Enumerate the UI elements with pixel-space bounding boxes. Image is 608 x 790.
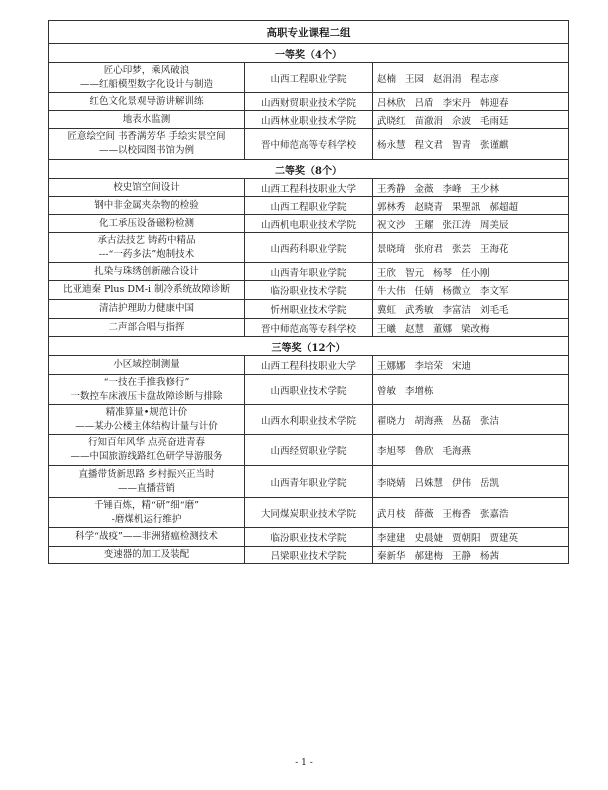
team-member-name: 董娜 xyxy=(433,323,453,335)
team-member-name: 杨永慧 xyxy=(377,140,406,151)
project-name-line: ——直播营销 xyxy=(117,482,175,494)
school-cell: 山西林业职业技术学院 xyxy=(245,111,373,129)
project-name-cell xyxy=(49,300,245,319)
team-member-name: 武晓红 xyxy=(377,115,406,127)
team-member-name: 吕姝慧 xyxy=(414,477,444,489)
team-member-name: 王耀 xyxy=(414,219,434,231)
project-name-line: 扎染与珠绣创新融合设计 xyxy=(94,265,199,277)
team-member-name: 周美辰 xyxy=(480,219,509,231)
school-cell: 山西工程职业学院 xyxy=(245,197,373,215)
project-name-line: 一数控车床液压卡盘故障诊断与排除 xyxy=(70,390,223,402)
table-row xyxy=(49,233,569,263)
school-cell: 忻州职业技术学院 xyxy=(245,300,373,319)
page-number: - 1 - xyxy=(295,758,313,768)
table-title-row xyxy=(49,21,569,44)
project-name-cell xyxy=(49,233,245,263)
team-member-name: 王欣 xyxy=(377,267,397,279)
project-name-cell xyxy=(49,281,245,300)
team-member-name: 吕盾 xyxy=(414,97,434,109)
team-member-name: 赵晓青 xyxy=(414,201,444,213)
team-members-cell xyxy=(373,435,569,466)
team-member-name: 张谨麒 xyxy=(480,140,509,151)
school-cell: 山西经贸职业学院 xyxy=(245,435,373,466)
team-member-name: 王海花 xyxy=(480,243,509,255)
team-member-name: 赵涓涓 xyxy=(433,73,462,85)
awards-table xyxy=(48,20,569,564)
project-name-line: 清洁护理助力健康中国 xyxy=(98,303,194,314)
project-name-line: 比亚迪秦 Plus DM-i 制冷系统故障诊断 xyxy=(62,284,231,295)
project-name-line: 科学“战疫”——非洲猪瘟检测技术 xyxy=(75,531,218,542)
project-name-line: ——以校园图书馆为例 xyxy=(98,145,194,156)
team-member-name: 王少林 xyxy=(470,183,500,195)
team-member-name: 史晨婕 xyxy=(414,533,444,544)
table-row xyxy=(49,215,569,233)
project-name-line: ——某办公楼主体结构计量与计价 xyxy=(75,420,218,432)
team-members-cell xyxy=(373,356,569,375)
table-row xyxy=(49,263,569,281)
project-name-line: 化工承压设备磁粉检测 xyxy=(98,217,194,229)
team-member-name: 吕林欣 xyxy=(377,97,406,109)
team-members-cell xyxy=(373,93,569,111)
school-cell: 山西工程职业学院 xyxy=(245,63,373,93)
project-name-line: 小区域控制测量 xyxy=(113,359,180,370)
project-name-line: 直播带货新思路 乡村振兴正当时 xyxy=(78,468,215,480)
project-name-line: 千锤百炼，精“研”细“磨” xyxy=(94,499,199,511)
section-heading: 二等奖（8个） xyxy=(49,160,569,179)
school-cell: 山西机电职业技术学院 xyxy=(245,215,373,233)
table-row xyxy=(49,435,569,466)
school-cell: 晋中师范高等专科学校 xyxy=(245,319,373,337)
table-row xyxy=(49,129,569,160)
team-member-name: 祝文沙 xyxy=(377,219,406,231)
team-member-name: 刘毛毛 xyxy=(480,305,509,316)
project-name-cell xyxy=(49,93,245,111)
team-member-name: 鲁欣 xyxy=(414,446,434,457)
project-name-line: 变速器的加工及装配 xyxy=(103,549,190,560)
team-member-name: 胡海燕 xyxy=(414,415,444,427)
school-cell: 山西青年职业学院 xyxy=(245,466,373,498)
school-cell: 山西工程科技职业大学 xyxy=(245,179,373,197)
section-heading: 三等奖（12个） xyxy=(49,337,569,356)
team-member-name: 任婧 xyxy=(414,286,434,297)
school-cell: 山西水利职业技术学院 xyxy=(245,405,373,435)
table-row xyxy=(49,547,569,564)
table-row xyxy=(49,111,569,129)
project-name-line: 校史馆空间设计 xyxy=(113,181,180,193)
team-member-name: 张嘉浩 xyxy=(480,508,509,520)
team-members-cell xyxy=(373,179,569,197)
team-member-name: 任小刚 xyxy=(461,267,490,279)
team-member-name: 王梅香 xyxy=(442,508,472,520)
team-member-name: 张芸 xyxy=(452,243,472,255)
team-member-name: 李富洁 xyxy=(442,305,472,316)
school-cell: 晋中师范高等专科学校 xyxy=(245,129,373,160)
project-name-cell xyxy=(49,498,245,528)
team-member-name: 郭林秀 xyxy=(377,201,406,213)
school-cell: 大同煤炭职业技术学院 xyxy=(245,498,373,528)
project-name-cell xyxy=(49,356,245,375)
project-name-line: 精准算量•规范计价 xyxy=(105,406,188,418)
team-member-name: 张江涛 xyxy=(442,219,472,231)
project-name-cell xyxy=(49,111,245,129)
team-member-name: 李培荣 xyxy=(414,361,444,372)
table-row xyxy=(49,466,569,498)
school-cell: 山西财贸职业技术学院 xyxy=(245,93,373,111)
school-cell: 山西工程科技职业大学 xyxy=(245,356,373,375)
table-row xyxy=(49,356,569,375)
team-members-cell xyxy=(373,498,569,528)
table-row xyxy=(49,300,569,319)
school-cell: 山西青年职业学院 xyxy=(245,263,373,281)
table-row xyxy=(49,179,569,197)
team-member-name: 王秀静 xyxy=(377,183,406,195)
school-cell: 临汾职业技术学院 xyxy=(245,281,373,300)
team-member-name: 张府君 xyxy=(414,243,444,255)
project-name-cell xyxy=(49,466,245,498)
team-member-name: 贾建英 xyxy=(489,533,519,544)
project-name-cell xyxy=(49,63,245,93)
project-name-cell xyxy=(49,375,245,405)
team-member-name: 毛雨廷 xyxy=(480,115,509,127)
table-row xyxy=(49,93,569,111)
school-cell: 山西药科职业学院 xyxy=(245,233,373,263)
project-name-cell xyxy=(49,215,245,233)
table-row xyxy=(49,197,569,215)
table-row xyxy=(49,281,569,300)
section-header-row xyxy=(49,337,569,356)
team-member-name: 杨琴 xyxy=(433,267,453,279)
team-member-name: 丛磊 xyxy=(452,415,472,427)
team-member-name: 智青 xyxy=(452,140,472,151)
team-members-cell xyxy=(373,375,569,405)
team-member-name: 金薇 xyxy=(414,183,434,195)
section-heading: 一等奖（4个） xyxy=(49,44,569,63)
project-name-cell xyxy=(49,319,245,337)
table-row xyxy=(49,319,569,337)
school-cell: 吕梁职业技术学院 xyxy=(245,547,373,564)
team-members-cell xyxy=(373,547,569,564)
team-members-cell xyxy=(373,300,569,319)
project-name-cell xyxy=(49,129,245,160)
school-cell: 临汾职业技术学院 xyxy=(245,528,373,547)
project-name-line: 二声部合唱与指挥 xyxy=(108,321,185,333)
project-name-line: 红色文化景观导游讲解训练 xyxy=(89,95,204,107)
project-name-cell xyxy=(49,435,245,466)
team-member-name: 贾朝阳 xyxy=(452,533,481,544)
project-name-line: ---“一药多法”炮制技术 xyxy=(98,248,195,260)
project-name-line: 地表水监测 xyxy=(122,113,171,125)
team-members-cell xyxy=(373,405,569,435)
project-name-line: 行知百年风华 点亮奋进青春 xyxy=(87,437,206,448)
team-member-name: 李增栋 xyxy=(405,385,434,397)
team-member-name: 李旭琴 xyxy=(377,446,406,457)
table-row xyxy=(49,405,569,435)
team-member-name: 郝建梅 xyxy=(414,551,444,562)
team-members-cell xyxy=(373,263,569,281)
team-member-name: 武月枝 xyxy=(377,508,406,520)
team-member-name: 智元 xyxy=(405,267,425,279)
team-member-name: 王园 xyxy=(405,73,425,85)
team-member-name: 杨微立 xyxy=(442,286,472,297)
school-cell: 山西职业技术学院 xyxy=(245,375,373,405)
team-member-name: 苗澈涓 xyxy=(414,115,444,127)
team-member-name: 果聖訊 xyxy=(452,201,481,213)
team-members-cell xyxy=(373,129,569,160)
team-member-name: 李晓婧 xyxy=(377,477,406,489)
project-name-cell xyxy=(49,197,245,215)
team-member-name: 宋迪 xyxy=(452,361,472,372)
team-members-cell xyxy=(373,319,569,337)
team-members-cell xyxy=(373,111,569,129)
project-name-line: 钢中非金属夹杂物的检验 xyxy=(94,199,199,211)
team-member-name: 曾敏 xyxy=(377,385,397,397)
team-member-name: 梁改梅 xyxy=(461,323,490,335)
team-member-name: 李峰 xyxy=(442,183,462,195)
team-member-name: 程文君 xyxy=(414,140,444,151)
team-member-name: 武秀敏 xyxy=(405,305,434,316)
project-name-cell xyxy=(49,528,245,547)
team-member-name: 韩迎春 xyxy=(480,97,509,109)
team-members-cell xyxy=(373,528,569,547)
project-name-line: 匠意绘空间 书香满芳华 手绘实景空间 xyxy=(67,131,226,142)
project-name-line: “一技在手推我修行” xyxy=(103,376,190,388)
team-member-name: 秦新华 xyxy=(377,551,406,562)
table-row xyxy=(49,63,569,93)
team-member-name: 岳凯 xyxy=(480,477,500,489)
team-member-name: 佘波 xyxy=(452,115,472,127)
team-member-name: 李文军 xyxy=(480,286,509,297)
team-member-name: 赵慧 xyxy=(405,323,425,335)
team-member-name: 毛海燕 xyxy=(442,446,472,457)
project-name-cell xyxy=(49,263,245,281)
section-header-row xyxy=(49,44,569,63)
team-member-name: 冀虹 xyxy=(377,305,397,316)
project-name-cell xyxy=(49,179,245,197)
project-name-cell xyxy=(49,405,245,435)
table-row xyxy=(49,498,569,528)
team-members-cell xyxy=(373,215,569,233)
table-row xyxy=(49,375,569,405)
team-member-name: 王娜娜 xyxy=(377,361,406,372)
team-member-name: 张洁 xyxy=(480,415,500,427)
project-name-line: ——中国旅游线路红色研学导游服务 xyxy=(70,451,223,462)
team-members-cell xyxy=(373,63,569,93)
team-members-cell xyxy=(373,281,569,300)
project-name-line: 匠心印梦，乘风破浪 xyxy=(103,64,190,76)
team-member-name: 程志彦 xyxy=(470,73,500,85)
team-member-name: 牛大伟 xyxy=(377,286,406,297)
team-member-name: 李建建 xyxy=(377,533,406,544)
team-member-name: 王静 xyxy=(452,551,472,562)
project-name-line: -磨煤机运行维护 xyxy=(111,513,182,525)
team-member-name: 赵楠 xyxy=(377,73,397,85)
project-name-cell xyxy=(49,547,245,564)
team-member-name: 王曦 xyxy=(377,323,397,335)
team-member-name: 郝超超 xyxy=(489,201,519,213)
section-header-row xyxy=(49,160,569,179)
team-member-name: 伊伟 xyxy=(452,477,472,489)
team-members-cell xyxy=(373,197,569,215)
team-member-name: 薛薇 xyxy=(414,508,434,520)
team-member-name: 李宋丹 xyxy=(442,97,472,109)
table-title: 高职专业课程二组 xyxy=(49,21,569,44)
team-member-name: 翟晓力 xyxy=(377,415,406,427)
team-members-cell xyxy=(373,233,569,263)
team-member-name: 杨茜 xyxy=(480,551,500,562)
project-name-line: ——红船模型数字化设计与制造 xyxy=(79,78,213,90)
project-name-line: 承古法技艺 铸药中精品 xyxy=(97,234,196,246)
table-row xyxy=(49,528,569,547)
team-members-cell xyxy=(373,466,569,498)
team-member-name: 景晓琦 xyxy=(377,243,406,255)
